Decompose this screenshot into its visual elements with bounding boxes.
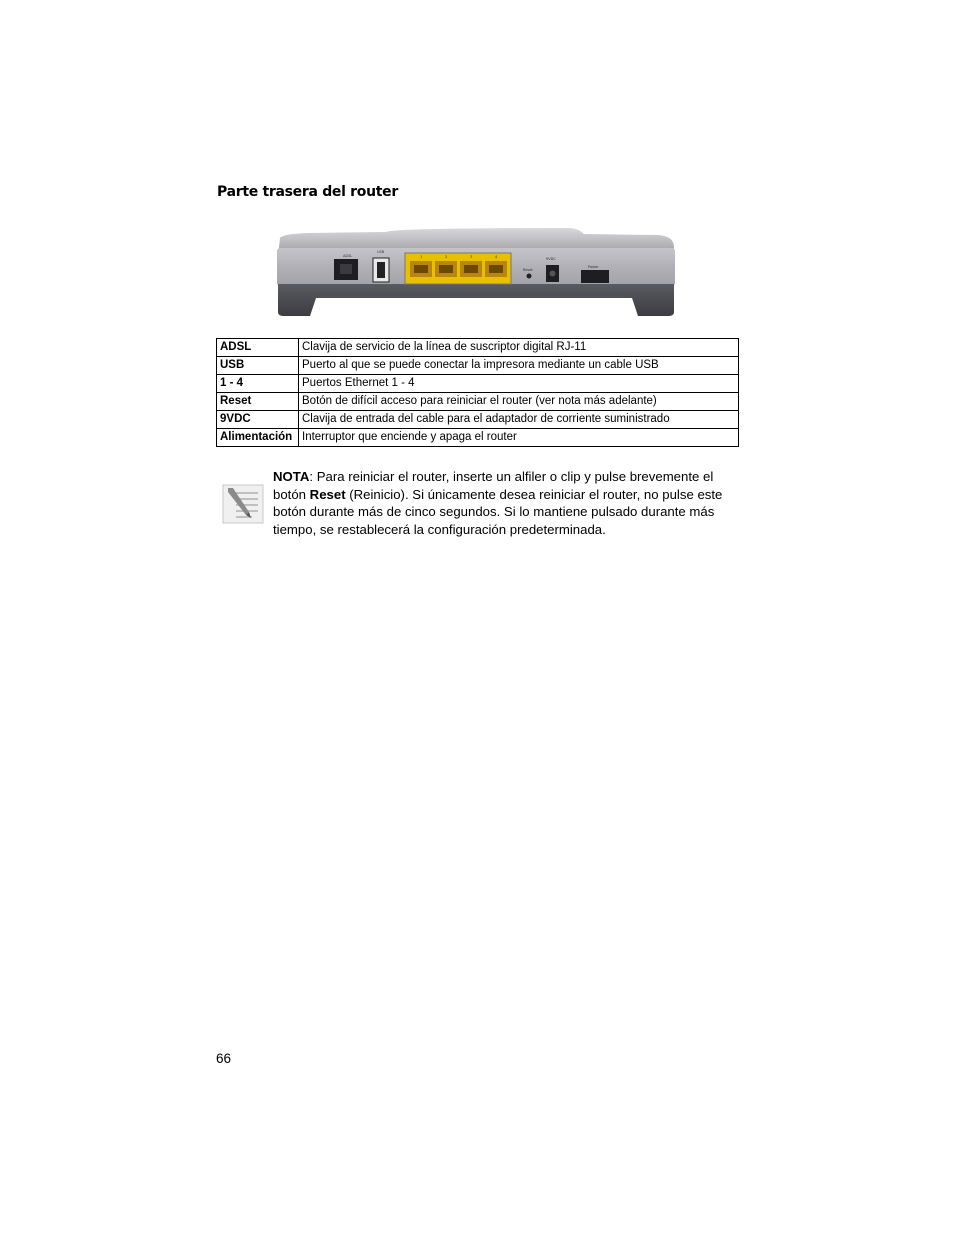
port-4-tiny-label: 4 — [495, 255, 498, 259]
port-description: Puertos Ethernet 1 - 4 — [299, 375, 739, 393]
port-description: Clavija de entrada del cable para el adaptador de corriente suministrado — [299, 411, 739, 429]
port-description: Clavija de servicio de la línea de suscriptor digital RJ-11 — [299, 339, 739, 357]
port-term: Reset — [217, 393, 299, 411]
port-term: Alimentación — [217, 429, 299, 447]
table-row — [217, 393, 739, 411]
port-3-tiny-label: 3 — [470, 255, 473, 259]
reset-tiny-label: Reset — [523, 268, 533, 272]
ethernet-port-1 — [410, 261, 432, 277]
port-term: 1 - 4 — [217, 375, 299, 393]
page-number: 66 — [216, 1051, 232, 1066]
table-row — [217, 339, 739, 357]
note-label: NOTA — [273, 469, 310, 484]
port-description: Interruptor que enciende y apaga el router — [299, 429, 739, 447]
usb-port — [373, 258, 389, 282]
ports-table — [216, 338, 739, 447]
table-row — [217, 357, 739, 375]
note-text-part-2: (Reinicio). Si únicamente desea reiniciar el router, no pulse este botón durante más de cinco segundos. Si lo mantiene pulsado durante más tiempo, se restablecerá la configuración predeterminada. — [273, 486, 723, 537]
port-term: 9VDC — [217, 411, 299, 429]
port-1-tiny-label: 1 — [420, 255, 423, 259]
reset-button-hole — [527, 274, 532, 279]
ethernet-port-3 — [460, 261, 482, 277]
port-term: USB — [217, 357, 299, 375]
power-tiny-label: Power — [588, 265, 599, 269]
table-row — [217, 429, 739, 447]
note-pencil-icon — [222, 484, 264, 524]
port-2-tiny-label: 2 — [445, 255, 448, 259]
port-description: Puerto al que se puede conectar la impresora mediante un cable USB — [299, 357, 739, 375]
power-switch — [581, 270, 609, 283]
vdc-tiny-label: 9VDC — [546, 257, 556, 261]
note-paragraph — [273, 468, 743, 538]
adsl-tiny-label: ADSL — [343, 254, 353, 258]
section-title: Parte trasera del router — [217, 184, 398, 200]
ethernet-port-2 — [435, 261, 457, 277]
port-description: Botón de difícil acceso para reiniciar el router (ver nota más adelante) — [299, 393, 739, 411]
note-reset-word: Reset — [309, 486, 346, 502]
adsl-port — [334, 259, 358, 280]
note-text-part-1: : Para reiniciar el router, inserte un alfiler o clip y pulse brevemente el botón — [273, 469, 714, 502]
port-term: ADSL — [217, 339, 299, 357]
table-row — [217, 411, 739, 429]
ethernet-port-4 — [485, 261, 507, 277]
usb-tiny-label: USB — [377, 250, 385, 254]
router-back-image — [268, 226, 678, 320]
table-row — [217, 375, 739, 393]
